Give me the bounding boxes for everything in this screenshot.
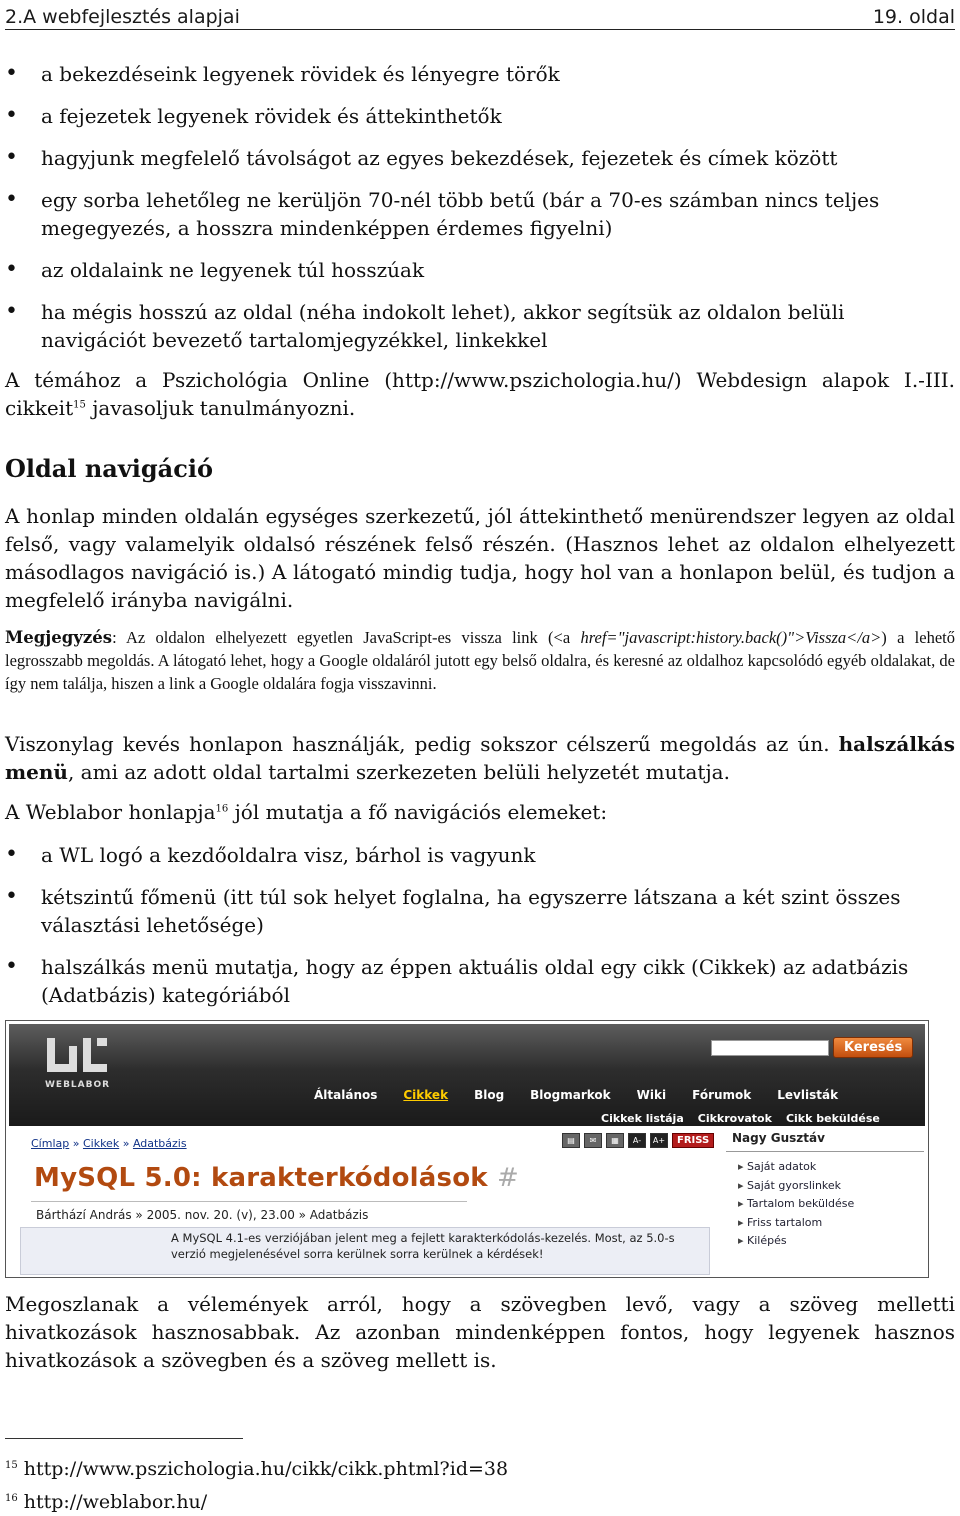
menu-item-blog[interactable]: Blog xyxy=(474,1088,505,1102)
search-input[interactable] xyxy=(711,1040,829,1056)
submenu-item[interactable]: Cikkek listája xyxy=(601,1112,684,1125)
article-byline: Bárthází András » 2005. nov. 20. (v), 23.00 » Adatbázis xyxy=(36,1208,369,1222)
footnote-15: $^{15}$ http://www.pszichologia.hu/cikk/cikk.phtml?id=38 xyxy=(5,1458,509,1480)
page-number: 19. oldal xyxy=(872,6,955,28)
list-item: • egy sorba lehetőleg ne kerüljön 70-nél több betű (bár a 70-es számban nincs teljes megegyezés, a hosszra mindenképpen érdemes figyelni) xyxy=(5,186,955,242)
pdf-icon[interactable]: ▦ xyxy=(606,1133,624,1148)
print-icon[interactable]: ▤ xyxy=(562,1133,580,1148)
breadcrumb-cimlap[interactable]: Címlap xyxy=(31,1137,70,1150)
footnote-16: $^{16}$ http://weblabor.hu/ xyxy=(5,1491,208,1513)
list-item: • az oldalaink ne legyenek túl hosszúak xyxy=(5,256,955,284)
font-smaller-icon[interactable]: A- xyxy=(628,1133,646,1148)
list-item: • hagyjunk megfelelő távolságot az egyes bekezdések, fejezetek és címek között xyxy=(5,144,955,172)
menu-item-levlistak[interactable]: Levlisták xyxy=(777,1088,839,1102)
user-link[interactable]: ▸ Friss tartalom xyxy=(738,1214,924,1233)
menu-item-blogmarkok[interactable]: Blogmarkok xyxy=(530,1088,611,1102)
note-code: href="javascript:history.back()">Vissza</a> xyxy=(580,628,882,647)
submenu-item[interactable]: Cikkrovatok xyxy=(697,1112,772,1125)
sub-menu xyxy=(594,1112,887,1125)
user-links xyxy=(726,1158,924,1251)
article-tools xyxy=(562,1133,714,1148)
footnote-ref[interactable]: 16 xyxy=(215,803,229,815)
sidebar-divider xyxy=(726,1151,924,1152)
user-link[interactable]: ▸ Kilépés xyxy=(738,1232,924,1251)
note-paragraph: Megjegyzés: Az oldalon elhelyezett egyetlen JavaScript-es vissza link (<a href="javascript:history.back()">Vissza</a>) a lehető legrosszabb megoldás. A látogató lehet, hogy a Google oldaláról jutott egy belső oldalra, és keresné az oldalhoz kapcsolódó egyéb oldalakat, de így nem találja, hiszen a link a Google oldalára fogja visszavinni. xyxy=(5,628,955,693)
search-button[interactable]: Keresés xyxy=(833,1037,913,1058)
user-link[interactable]: ▸ Tartalom beküldése xyxy=(738,1195,924,1214)
article-title: MySQL 5.0: karakterkódolások # xyxy=(34,1163,520,1193)
note-label: Megjegyzés xyxy=(5,628,113,647)
reference-paragraph: A témához a Pszichológia Online (http://www.pszichologia.hu/) Webdesign alapok I.-III. cikkeit$^{15}$ javasoljuk tanulmányozni. xyxy=(5,368,955,420)
user-link[interactable]: ▸ Saját adatok xyxy=(738,1158,924,1177)
weblabor-paragraph: A Weblabor honlapja$^{16}$ jól mutatja a fő navigációs elemeket: xyxy=(5,800,608,824)
list-item: • kétszintű főmenü (itt túl sok helyet foglalna, ha egyszerre látszana a két szint összes választási lehetősége) xyxy=(5,883,955,939)
submenu-item[interactable]: Cikk beküldése xyxy=(785,1112,880,1125)
breadcrumb-paragraph: Viszonylag kevés honlapon használják, pedig sokszor célszerű megoldás az ún. halszálkás menü, ami az adott oldal tartalmi szerkezeten belüli helyzetét mutatja. xyxy=(5,732,955,784)
site-header xyxy=(9,1024,925,1126)
title-divider xyxy=(31,1201,467,1202)
navigation-paragraph: A honlap minden oldalán egységes szerkezetű, jól áttekinthető menürendszer legyen az oldal felső, vagy valamelyik oldalsó részének felső részén. (Hasznos lehet az oldalon elhelyezett másodlagos navigáció is.) A látogató mindig tudja, hogy hol van a honlapon belül, és tudjon a megfelelő irányba navigálni. xyxy=(5,504,955,612)
permalink-hash[interactable]: # xyxy=(497,1163,520,1193)
font-larger-icon[interactable]: A+ xyxy=(650,1133,668,1148)
menu-item-altalanos[interactable]: Általános xyxy=(314,1088,378,1102)
list-item: • a WL logó a kezdőoldalra visz, bárhol is vagyunk xyxy=(5,841,955,869)
main-menu xyxy=(301,1088,851,1102)
running-header xyxy=(5,0,955,30)
menu-item-wiki[interactable]: Wiki xyxy=(636,1088,667,1102)
guideline-list xyxy=(5,60,955,368)
menu-item-forumok[interactable]: Fórumok xyxy=(692,1088,752,1102)
document-page xyxy=(5,0,955,1513)
bold-term: halszálkás menü xyxy=(5,732,955,784)
friss-badge[interactable]: FRISS xyxy=(672,1133,714,1148)
breadcrumb: Címlap » Cikkek » Adatbázis xyxy=(31,1137,187,1150)
chapter-title: 2.A webfejlesztés alapjai xyxy=(5,6,240,28)
list-item: • a fejezetek legyenek rövidek és áttekinthetők xyxy=(5,102,955,130)
wl-logo[interactable] xyxy=(45,1034,115,1104)
user-sidebar xyxy=(726,1131,924,1251)
logo-text: WEBLABOR xyxy=(45,1080,111,1090)
user-name: Nagy Gusztáv xyxy=(732,1131,825,1145)
footnote-divider xyxy=(5,1438,243,1439)
footnote-ref[interactable]: 15 xyxy=(73,399,86,411)
list-item: • halszálkás menü mutatja, hogy az éppen aktuális oldal egy cikk (Cikkek) az adatbázis (Adatbázis) kategóriából xyxy=(5,953,955,1009)
list-item: • ha mégis hosszú az oldal (néha indokolt lehet), akkor segítsük az oldalon belüli navigációt bevezető tartalomjegyzékkel, linkekkel xyxy=(5,298,955,354)
mail-icon[interactable]: ✉ xyxy=(584,1133,602,1148)
menu-item-cikkek[interactable]: Cikkek xyxy=(403,1088,449,1102)
list-item: • a bekezdéseink legyenek rövidek és lényegre törők xyxy=(5,60,955,88)
navigation-elements-list xyxy=(5,841,955,1023)
breadcrumb-cikkek[interactable]: Cikkek xyxy=(82,1137,120,1150)
weblabor-screenshot xyxy=(5,1020,929,1278)
closing-paragraph: Megoszlanak a vélemények arról, hogy a szövegben levő, vagy a szöveg melletti hivatkozások hasznosabbak. Az azonban mindenképpen fontos, hogy legyenek hasznos hivatkozások a szövegben és a szöveg mellett is. xyxy=(5,1292,955,1372)
breadcrumb-adatbazis[interactable]: Adatbázis xyxy=(132,1137,187,1150)
section-heading: Oldal navigáció xyxy=(5,454,213,483)
user-link[interactable]: ▸ Saját gyorslinkek xyxy=(738,1177,924,1196)
article-abstract: A MySQL 4.1-es verziójában jelent meg a fejlett karakterkódolás-kezelés. Most, az 5.0-s verzió megjelenésével sorra kerülnek sorra kerülnek a kérdések! xyxy=(20,1227,710,1275)
